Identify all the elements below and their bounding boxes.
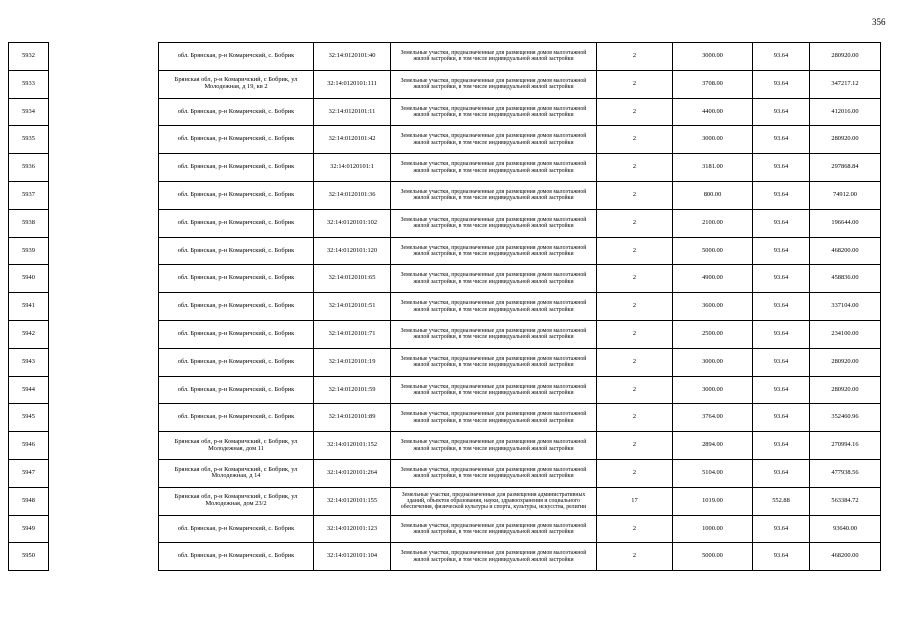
spacer-cell xyxy=(49,376,159,404)
row-number-cell: 5945 xyxy=(9,404,49,432)
table-row xyxy=(9,181,881,209)
land-use-cell: Земельные участки, предназначенные для размещения домов малоэтажной жилой застройки, в том числе индивидуальной жилой застройки xyxy=(391,404,597,432)
address-cell: обл. Брянская, р-н Комаричский, с. Бобрик xyxy=(159,126,314,154)
address-cell: обл. Брянская, р-н Комаричский, с. Бобрик xyxy=(159,43,314,71)
use-group-cell: 2 xyxy=(597,98,673,126)
area-cell: 3600.00 xyxy=(673,293,753,321)
specific-value-cell: 93.64 xyxy=(753,209,810,237)
area-cell: 1019.00 xyxy=(673,487,753,515)
use-group-cell: 17 xyxy=(597,487,673,515)
specific-value-cell: 93.64 xyxy=(753,70,810,98)
address-cell: обл. Брянская, р-н Комаричский, с. Бобрик xyxy=(159,154,314,182)
address-cell: обл. Брянская, р-н Комаричский, с. Бобрик xyxy=(159,320,314,348)
land-use-cell: Земельные участки, предназначенные для размещения домов малоэтажной жилой застройки, в том числе индивидуальной жилой застройки xyxy=(391,459,597,487)
row-number-cell: 5940 xyxy=(9,265,49,293)
spacer-cell xyxy=(49,515,159,543)
cadastral-number-cell: 32:14:0120101:111 xyxy=(314,70,391,98)
cadastral-value-cell: 280920.00 xyxy=(810,126,881,154)
use-group-cell: 2 xyxy=(597,320,673,348)
cadastral-number-cell: 32:14:0120101:104 xyxy=(314,543,391,571)
address-cell: обл. Брянская, р-н Комаричский, с. Бобрик xyxy=(159,293,314,321)
specific-value-cell: 93.64 xyxy=(753,404,810,432)
cadastral-number-cell: 32:14:0120101:42 xyxy=(314,126,391,154)
row-number-cell: 5934 xyxy=(9,98,49,126)
table-row xyxy=(9,459,881,487)
use-group-cell: 2 xyxy=(597,515,673,543)
cadastral-value-cell: 458836.00 xyxy=(810,265,881,293)
cadastral-number-cell: 32:14:0120101:155 xyxy=(314,487,391,515)
spacer-cell xyxy=(49,348,159,376)
cadastral-value-cell: 468200.00 xyxy=(810,237,881,265)
specific-value-cell: 93.64 xyxy=(753,432,810,460)
specific-value-cell: 93.64 xyxy=(753,126,810,154)
spacer-cell xyxy=(49,70,159,98)
address-cell: обл. Брянская, р-н Комаричский, с. Бобрик xyxy=(159,376,314,404)
row-number-cell: 5935 xyxy=(9,126,49,154)
use-group-cell: 2 xyxy=(597,265,673,293)
specific-value-cell: 552.88 xyxy=(753,487,810,515)
cadastral-number-cell: 32:14:0120101:123 xyxy=(314,515,391,543)
table-row xyxy=(9,126,881,154)
cadastral-value-table xyxy=(8,42,881,571)
row-number-cell: 5943 xyxy=(9,348,49,376)
address-cell: обл. Брянская, р-н Комаричский, с. Бобрик xyxy=(159,515,314,543)
row-number-cell: 5941 xyxy=(9,293,49,321)
cadastral-number-cell: 32:14:0120101:71 xyxy=(314,320,391,348)
specific-value-cell: 93.64 xyxy=(753,543,810,571)
area-cell: 2500.00 xyxy=(673,320,753,348)
use-group-cell: 2 xyxy=(597,126,673,154)
spacer-cell xyxy=(49,487,159,515)
spacer-cell xyxy=(49,404,159,432)
cadastral-value-cell: 563384.72 xyxy=(810,487,881,515)
spacer-cell xyxy=(49,237,159,265)
use-group-cell: 2 xyxy=(597,293,673,321)
specific-value-cell: 93.64 xyxy=(753,43,810,71)
table-row xyxy=(9,543,881,571)
table-row xyxy=(9,98,881,126)
cadastral-value-cell: 280920.00 xyxy=(810,348,881,376)
row-number-cell: 5932 xyxy=(9,43,49,71)
spacer-cell xyxy=(49,293,159,321)
spacer-cell xyxy=(49,320,159,348)
use-group-cell: 2 xyxy=(597,209,673,237)
area-cell: 5104.00 xyxy=(673,459,753,487)
land-use-cell: Земельные участки, предназначенные для размещения домов малоэтажной жилой застройки, в том числе индивидуальной жилой застройки xyxy=(391,43,597,71)
cadastral-number-cell: 32:14:0120101:264 xyxy=(314,459,391,487)
use-group-cell: 2 xyxy=(597,404,673,432)
land-use-cell: Земельные участки, предназначенные для размещения домов малоэтажной жилой застройки, в том числе индивидуальной жилой застройки xyxy=(391,209,597,237)
area-cell: 3764.00 xyxy=(673,404,753,432)
table-row xyxy=(9,487,881,515)
land-use-cell: Земельные участки, предназначенные для размещения домов малоэтажной жилой застройки, в том числе индивидуальной жилой застройки xyxy=(391,432,597,460)
table-row xyxy=(9,293,881,321)
page-number: 356 xyxy=(872,17,886,27)
row-number-cell: 5939 xyxy=(9,237,49,265)
table-row xyxy=(9,348,881,376)
row-number-cell: 5950 xyxy=(9,543,49,571)
spacer-cell xyxy=(49,432,159,460)
address-cell: обл. Брянская, р-н Комаричский, с. Бобрик xyxy=(159,543,314,571)
address-cell: обл. Брянская, р-н Комаричский, с. Бобрик xyxy=(159,348,314,376)
area-cell: 3000.00 xyxy=(673,348,753,376)
area-cell: 3708.00 xyxy=(673,70,753,98)
land-use-cell: Земельные участки, предназначенные для размещения домов малоэтажной жилой застройки, в том числе индивидуальной жилой застройки xyxy=(391,515,597,543)
area-cell: 5000.00 xyxy=(673,543,753,571)
specific-value-cell: 93.64 xyxy=(753,98,810,126)
specific-value-cell: 93.64 xyxy=(753,293,810,321)
table-row xyxy=(9,515,881,543)
row-number-cell: 5944 xyxy=(9,376,49,404)
specific-value-cell: 93.64 xyxy=(753,515,810,543)
table-row xyxy=(9,209,881,237)
use-group-cell: 2 xyxy=(597,154,673,182)
area-cell: 3000.00 xyxy=(673,43,753,71)
cadastral-number-cell: 32:14:0120101:36 xyxy=(314,181,391,209)
specific-value-cell: 93.64 xyxy=(753,376,810,404)
land-use-cell: Земельные участки, предназначенные для размещения домов малоэтажной жилой застройки, в том числе индивидуальной жилой застройки xyxy=(391,265,597,293)
cadastral-value-cell: 280920.00 xyxy=(810,376,881,404)
table-row xyxy=(9,265,881,293)
address-cell: Брянская обл, р-н Комаричский, с Бобрик, ул Молодежная, д 19, кв 2 xyxy=(159,70,314,98)
address-cell: Брянская обл, р-н Комаричский, с Бобрик, ул Молодежная, дом 11 xyxy=(159,432,314,460)
cadastral-value-cell: 477938.56 xyxy=(810,459,881,487)
use-group-cell: 2 xyxy=(597,43,673,71)
specific-value-cell: 93.64 xyxy=(753,459,810,487)
area-cell: 4900.00 xyxy=(673,265,753,293)
land-use-cell: Земельные участки, предназначенные для размещения домов малоэтажной жилой застройки, в том числе индивидуальной жилой застройки xyxy=(391,70,597,98)
table-row xyxy=(9,404,881,432)
cadastral-value-cell: 468200.00 xyxy=(810,543,881,571)
cadastral-value-cell: 347217.12 xyxy=(810,70,881,98)
land-use-cell: Земельные участки, предназначенные для размещения административных зданий, объектов образования, науки, здравоохранения и социального обеспечения, физической культуры и спорта, культуры, искусства, религии xyxy=(391,487,597,515)
spacer-cell xyxy=(49,543,159,571)
table-row xyxy=(9,432,881,460)
row-number-cell: 5947 xyxy=(9,459,49,487)
row-number-cell: 5948 xyxy=(9,487,49,515)
address-cell: обл. Брянская, р-н Комаричский, с. Бобрик xyxy=(159,265,314,293)
area-cell: 800.00 xyxy=(673,181,753,209)
table-row xyxy=(9,320,881,348)
table-row xyxy=(9,43,881,71)
row-number-cell: 5938 xyxy=(9,209,49,237)
land-use-cell: Земельные участки, предназначенные для размещения домов малоэтажной жилой застройки, в том числе индивидуальной жилой застройки xyxy=(391,154,597,182)
row-number-cell: 5946 xyxy=(9,432,49,460)
address-cell: обл. Брянская, р-н Комаричский, с. Бобрик xyxy=(159,98,314,126)
cadastral-number-cell: 32:14:0120101:19 xyxy=(314,348,391,376)
spacer-cell xyxy=(49,98,159,126)
row-number-cell: 5949 xyxy=(9,515,49,543)
use-group-cell: 2 xyxy=(597,432,673,460)
specific-value-cell: 93.64 xyxy=(753,348,810,376)
cadastral-value-cell: 74912.00 xyxy=(810,181,881,209)
cadastral-number-cell: 32:14:0120101:59 xyxy=(314,376,391,404)
land-use-cell: Земельные участки, предназначенные для размещения домов малоэтажной жилой застройки, в том числе индивидуальной жилой застройки xyxy=(391,181,597,209)
table-body xyxy=(9,43,881,571)
specific-value-cell: 93.64 xyxy=(753,320,810,348)
spacer-cell xyxy=(49,265,159,293)
cadastral-value-cell: 93640.00 xyxy=(810,515,881,543)
land-use-cell: Земельные участки, предназначенные для размещения домов малоэтажной жилой застройки, в том числе индивидуальной жилой застройки xyxy=(391,543,597,571)
table-row xyxy=(9,154,881,182)
land-use-cell: Земельные участки, предназначенные для размещения домов малоэтажной жилой застройки, в том числе индивидуальной жилой застройки xyxy=(391,376,597,404)
cadastral-number-cell: 32:14:0120101:51 xyxy=(314,293,391,321)
cadastral-number-cell: 32:14:0120101:11 xyxy=(314,98,391,126)
area-cell: 3000.00 xyxy=(673,376,753,404)
row-number-cell: 5936 xyxy=(9,154,49,182)
cadastral-value-cell: 352460.96 xyxy=(810,404,881,432)
spacer-cell xyxy=(49,459,159,487)
use-group-cell: 2 xyxy=(597,543,673,571)
land-use-cell: Земельные участки, предназначенные для размещения домов малоэтажной жилой застройки, в том числе индивидуальной жилой застройки xyxy=(391,98,597,126)
land-use-cell: Земельные участки, предназначенные для размещения домов малоэтажной жилой застройки, в том числе индивидуальной жилой застройки xyxy=(391,293,597,321)
cadastral-number-cell: 32:14:0120101:89 xyxy=(314,404,391,432)
cadastral-number-cell: 32:14:0120101:120 xyxy=(314,237,391,265)
address-cell: Брянская обл, р-н Комаричский, с Бобрик, ул Молодежная, д 14 xyxy=(159,459,314,487)
cadastral-value-cell: 280920.00 xyxy=(810,43,881,71)
land-use-cell: Земельные участки, предназначенные для размещения домов малоэтажной жилой застройки, в том числе индивидуальной жилой застройки xyxy=(391,348,597,376)
area-cell: 3181.00 xyxy=(673,154,753,182)
area-cell: 5000.00 xyxy=(673,237,753,265)
spacer-cell xyxy=(49,126,159,154)
use-group-cell: 2 xyxy=(597,70,673,98)
land-use-cell: Земельные участки, предназначенные для размещения домов малоэтажной жилой застройки, в том числе индивидуальной жилой застройки xyxy=(391,126,597,154)
cadastral-value-cell: 270994.16 xyxy=(810,432,881,460)
specific-value-cell: 93.64 xyxy=(753,237,810,265)
area-cell: 2100.00 xyxy=(673,209,753,237)
address-cell: обл. Брянская, р-н Комаричский, с. Бобрик xyxy=(159,237,314,265)
land-use-cell: Земельные участки, предназначенные для размещения домов малоэтажной жилой застройки, в том числе индивидуальной жилой застройки xyxy=(391,237,597,265)
cadastral-value-cell: 234100.00 xyxy=(810,320,881,348)
cadastral-number-cell: 32:14:0120101:152 xyxy=(314,432,391,460)
table-row xyxy=(9,237,881,265)
cadastral-value-cell: 196644.00 xyxy=(810,209,881,237)
area-cell: 3000.00 xyxy=(673,126,753,154)
use-group-cell: 2 xyxy=(597,376,673,404)
spacer-cell xyxy=(49,43,159,71)
cadastral-number-cell: 32:14:0120101:1 xyxy=(314,154,391,182)
table-row xyxy=(9,70,881,98)
cadastral-number-cell: 32:14:0120101:102 xyxy=(314,209,391,237)
specific-value-cell: 93.64 xyxy=(753,181,810,209)
cadastral-number-cell: 32:14:0120101:40 xyxy=(314,43,391,71)
cadastral-value-cell: 297868.84 xyxy=(810,154,881,182)
spacer-cell xyxy=(49,209,159,237)
area-cell: 1000.00 xyxy=(673,515,753,543)
spacer-cell xyxy=(49,181,159,209)
table-row xyxy=(9,376,881,404)
address-cell: Брянская обл, р-н Комаричский, с Бобрик, ул Молодежная, дом 23/2 xyxy=(159,487,314,515)
spacer-cell xyxy=(49,154,159,182)
row-number-cell: 5933 xyxy=(9,70,49,98)
address-cell: обл. Брянская, р-н Комаричский, с. Бобрик xyxy=(159,209,314,237)
use-group-cell: 2 xyxy=(597,348,673,376)
area-cell: 2894.00 xyxy=(673,432,753,460)
cadastral-value-cell: 412016.00 xyxy=(810,98,881,126)
row-number-cell: 5937 xyxy=(9,181,49,209)
cadastral-number-cell: 32:14:0120101:65 xyxy=(314,265,391,293)
use-group-cell: 2 xyxy=(597,181,673,209)
land-use-cell: Земельные участки, предназначенные для размещения домов малоэтажной жилой застройки, в том числе индивидуальной жилой застройки xyxy=(391,320,597,348)
specific-value-cell: 93.64 xyxy=(753,265,810,293)
cadastral-value-cell: 337104.00 xyxy=(810,293,881,321)
area-cell: 4400.00 xyxy=(673,98,753,126)
use-group-cell: 2 xyxy=(597,459,673,487)
address-cell: обл. Брянская, р-н Комаричский, с. Бобрик xyxy=(159,404,314,432)
use-group-cell: 2 xyxy=(597,237,673,265)
row-number-cell: 5942 xyxy=(9,320,49,348)
address-cell: обл. Брянская, р-н Комаричский, с. Бобрик xyxy=(159,181,314,209)
specific-value-cell: 93.64 xyxy=(753,154,810,182)
